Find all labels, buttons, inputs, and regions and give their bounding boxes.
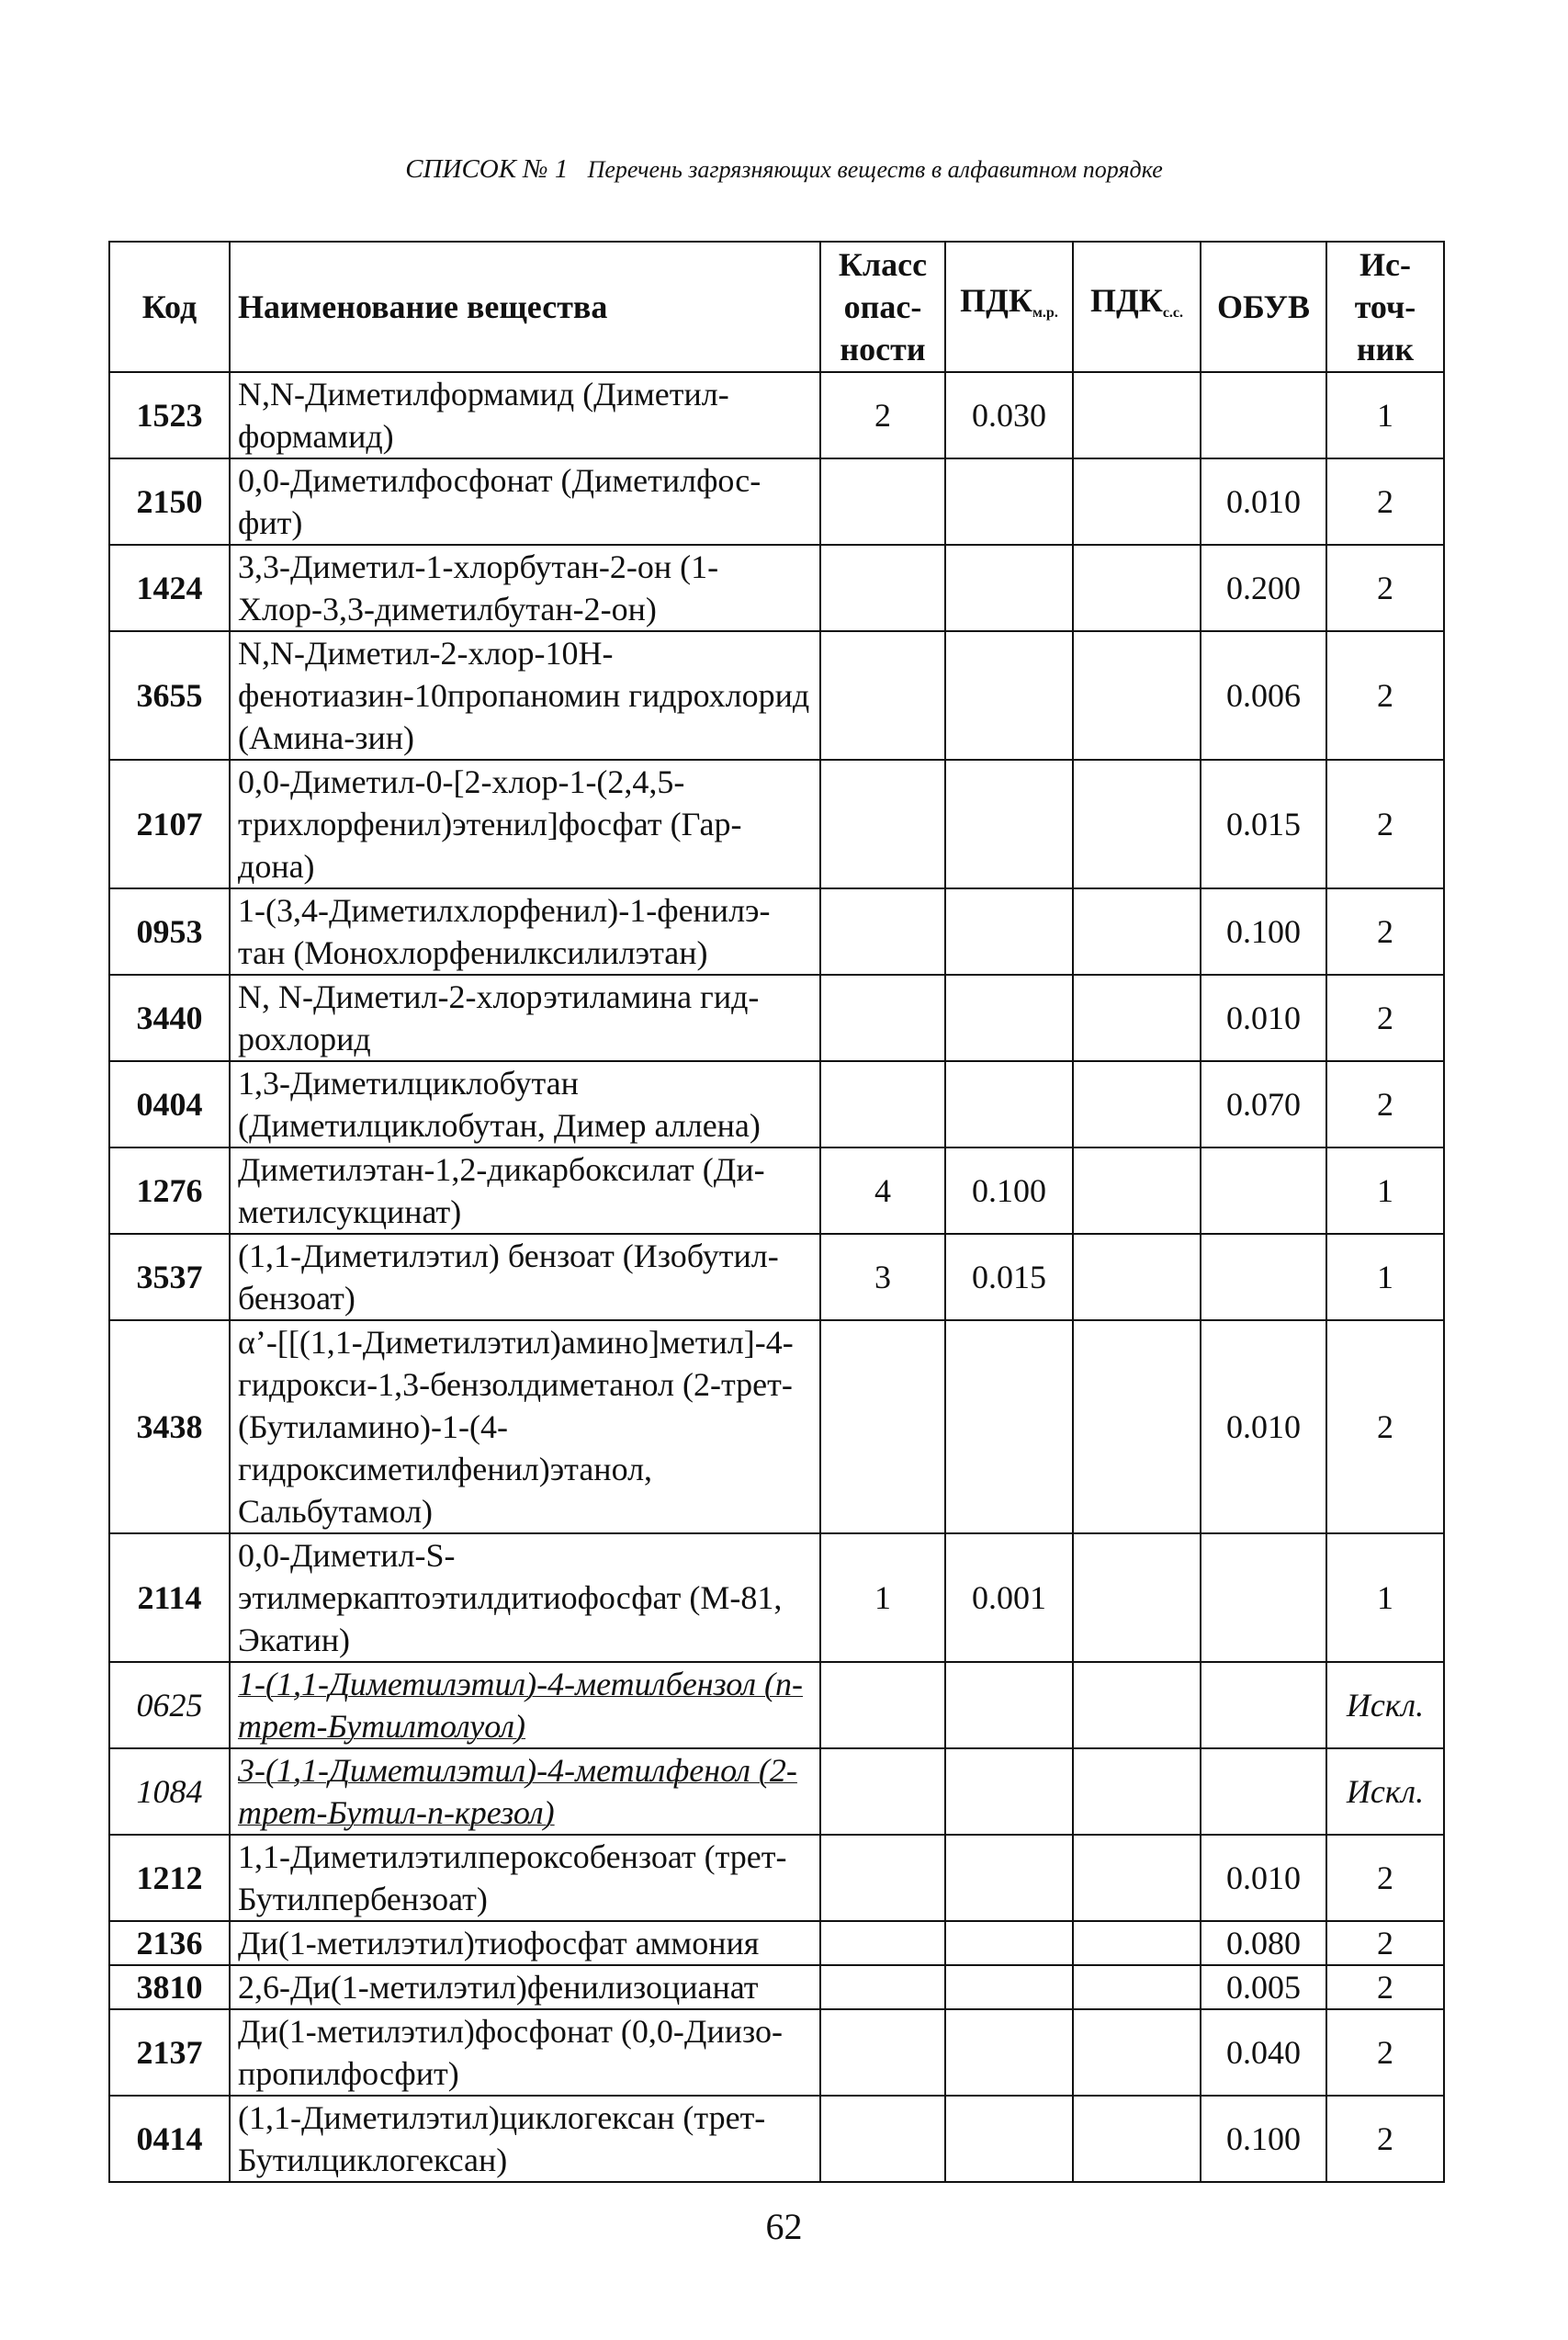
cell-obuv [1201,1748,1326,1835]
cell-source: 1 [1326,1147,1444,1234]
cell-code: 1424 [109,545,230,631]
cell-code: 3440 [109,975,230,1061]
cell-obuv [1201,1234,1326,1320]
cell-pdk-ss [1073,372,1201,458]
cell-name: (1,1-Диметилэтил)циклогексан (трет-Бутилциклогексан) [230,2096,820,2182]
cell-code: 0625 [109,1662,230,1748]
pdk-ss-label: ПДК [1089,282,1163,319]
cell-hazard-class [820,1965,945,2009]
cell-pdk-mr: 0.030 [945,372,1073,458]
cell-name: 3,3-Диметил-1-хлорбутан-2-он (1-Хлор-3,3-диметилбутан-2-он) [230,545,820,631]
cell-hazard-class [820,1320,945,1533]
cell-obuv: 0.010 [1201,458,1326,545]
column-header-pdk-mr [945,242,1073,372]
cell-pdk-mr: 0.100 [945,1147,1073,1234]
cell-hazard-class [820,1748,945,1835]
cell-source: 2 [1326,2009,1444,2096]
cell-hazard-class [820,2096,945,2182]
cell-pdk-mr [945,975,1073,1061]
cell-pdk-mr [945,888,1073,975]
column-header-code: Код [109,242,230,372]
cell-hazard-class [820,1835,945,1921]
cell-hazard-class [820,1921,945,1965]
cell-pdk-ss [1073,2096,1201,2182]
cell-hazard-class: 1 [820,1533,945,1662]
pdk-mr-label: ПДК [960,282,1033,319]
cell-source: 2 [1326,975,1444,1061]
cell-name: Ди(1-метилэтил)фосфонат (0,0-Диизо-пропилфосфит) [230,2009,820,2096]
table-row [109,760,1444,888]
pollutants-table [108,241,1445,2183]
cell-obuv: 0.005 [1201,1965,1326,2009]
table-row [109,1921,1444,1965]
table-row [109,458,1444,545]
cell-code: 3438 [109,1320,230,1533]
cell-hazard-class: 4 [820,1147,945,1234]
cell-name: 1,1-Диметилэтилпероксобензоат (трет-Бутилпербензоат) [230,1835,820,1921]
cell-code: 3537 [109,1234,230,1320]
cell-code: 2137 [109,2009,230,2096]
cell-pdk-ss [1073,631,1201,760]
cell-name: (1,1-Диметилэтил) бензоат (Изобутил-бензоат) [230,1234,820,1320]
cell-pdk-ss [1073,975,1201,1061]
cell-pdk-mr [945,1320,1073,1533]
cell-source: 1 [1326,372,1444,458]
list-subtitle: Перечень загрязняющих веществ в алфавитном порядке [587,156,1163,183]
table-row [109,975,1444,1061]
cell-pdk-mr [945,1662,1073,1748]
table-row [109,631,1444,760]
cell-obuv: 0.100 [1201,888,1326,975]
cell-code: 0953 [109,888,230,975]
cell-name: Диметилэтан-1,2-дикарбоксилат (Ди-метилсукцинат) [230,1147,820,1234]
cell-hazard-class [820,631,945,760]
pdk-ss-subscript: с.с. [1162,305,1184,321]
cell-pdk-ss [1073,1147,1201,1234]
cell-source: 2 [1326,2096,1444,2182]
cell-pdk-mr [945,2096,1073,2182]
cell-source: 2 [1326,545,1444,631]
table-row [109,1147,1444,1234]
cell-pdk-mr [945,760,1073,888]
table-header-row [109,242,1444,372]
cell-pdk-mr [945,2009,1073,2096]
cell-pdk-mr [945,631,1073,760]
cell-source: 2 [1326,1835,1444,1921]
cell-pdk-mr [945,1965,1073,2009]
cell-source: 2 [1326,760,1444,888]
table-row [109,1835,1444,1921]
cell-pdk-ss [1073,1234,1201,1320]
table-row [109,1061,1444,1147]
cell-obuv: 0.010 [1201,975,1326,1061]
cell-code: 3810 [109,1965,230,2009]
table-row [109,1662,1444,1748]
cell-pdk-mr [945,1748,1073,1835]
cell-hazard-class: 3 [820,1234,945,1320]
table-row [109,1748,1444,1835]
cell-source: 2 [1326,888,1444,975]
cell-obuv: 0.080 [1201,1921,1326,1965]
cell-source: 1 [1326,1533,1444,1662]
cell-obuv: 0.010 [1201,1835,1326,1921]
column-header-name: Наименование вещества [230,242,820,372]
cell-pdk-mr [945,545,1073,631]
cell-code: 2107 [109,760,230,888]
cell-hazard-class [820,975,945,1061]
cell-obuv [1201,1533,1326,1662]
page-number: 62 [765,2206,803,2247]
column-header-hazard-class: Класс опас- ности [820,242,945,372]
cell-name: 2,6-Ди(1-метилэтил)фенилизоцианат [230,1965,820,2009]
cell-code: 2114 [109,1533,230,1662]
cell-name: N,N-Диметил-2-хлор-10H-фенотиазин-10пропаномин гидрохлорид (Амина-зин) [230,631,820,760]
cell-name: 3-(1,1-Диметилэтил)-4-метилфенол (2-трет-Бутил-п-крезол) [230,1748,820,1835]
cell-obuv [1201,372,1326,458]
cell-code: 1276 [109,1147,230,1234]
table-row [109,545,1444,631]
cell-code: 3655 [109,631,230,760]
cell-code: 2150 [109,458,230,545]
table-body [109,372,1444,2182]
cell-name: N,N-Диметилформамид (Диметил-формамид) [230,372,820,458]
cell-source: 2 [1326,1061,1444,1147]
cell-pdk-ss [1073,1965,1201,2009]
table-row [109,2009,1444,2096]
cell-pdk-ss [1073,2009,1201,2096]
cell-hazard-class: 2 [820,372,945,458]
table-row [109,2096,1444,2182]
cell-hazard-class [820,1061,945,1147]
table-row [109,372,1444,458]
column-header-pdk-ss [1073,242,1201,372]
cell-code: 1523 [109,372,230,458]
list-label: СПИСОК № 1 [405,154,569,184]
cell-source: Искл. [1326,1662,1444,1748]
cell-pdk-ss [1073,1061,1201,1147]
cell-name: 1-(3,4-Диметилхлорфенил)-1-фенилэ-тан (Монохлорфенилксилилэтан) [230,888,820,975]
cell-obuv: 0.070 [1201,1061,1326,1147]
cell-source: 2 [1326,1965,1444,2009]
cell-hazard-class [820,458,945,545]
cell-obuv: 0.015 [1201,760,1326,888]
cell-hazard-class [820,888,945,975]
cell-obuv: 0.200 [1201,545,1326,631]
cell-name: 0,0-Диметил-S-этилмеркаптоэтилдитиофосфат (М-81, Экатин) [230,1533,820,1662]
cell-pdk-ss [1073,888,1201,975]
cell-source: 2 [1326,1921,1444,1965]
cell-code: 0404 [109,1061,230,1147]
cell-obuv [1201,1147,1326,1234]
column-header-obuv: ОБУВ [1201,242,1326,372]
cell-name: 0,0-Диметил-0-[2-хлор-1-(2,4,5-трихлорфенил)этенил]фосфат (Гар-дона) [230,760,820,888]
cell-pdk-ss [1073,1835,1201,1921]
cell-pdk-ss [1073,545,1201,631]
cell-pdk-ss [1073,1662,1201,1748]
table-row [109,888,1444,975]
pdk-mr-subscript: м.р. [1032,305,1058,321]
column-header-source: Ис- точ- ник [1326,242,1444,372]
cell-pdk-ss [1073,760,1201,888]
cell-pdk-mr: 0.015 [945,1234,1073,1320]
cell-pdk-ss [1073,1921,1201,1965]
cell-pdk-mr [945,1061,1073,1147]
cell-name: Ди(1-метилэтил)тиофосфат аммония [230,1921,820,1965]
cell-name: α’-[[(1,1-Диметилэтил)амино]метил]-4-гидрокси-1,3-бензолдиметанол (2-трет-(Бутиламино)-1-(4-гидроксиметилфенил)этанол, Сальбутамол) [230,1320,820,1533]
cell-obuv: 0.006 [1201,631,1326,760]
cell-obuv: 0.010 [1201,1320,1326,1533]
cell-source: Искл. [1326,1748,1444,1835]
cell-hazard-class [820,2009,945,2096]
cell-obuv: 0.040 [1201,2009,1326,2096]
cell-source: 2 [1326,1320,1444,1533]
cell-hazard-class [820,545,945,631]
cell-name: 1,3-Диметилциклобутан (Диметилциклобутан, Димер аллена) [230,1061,820,1147]
cell-pdk-ss [1073,1533,1201,1662]
table-row [109,1533,1444,1662]
cell-pdk-mr [945,458,1073,545]
cell-code: 2136 [109,1921,230,1965]
cell-obuv [1201,1662,1326,1748]
cell-hazard-class [820,1662,945,1748]
cell-pdk-ss [1073,1320,1201,1533]
table-row [109,1234,1444,1320]
page-heading [0,154,1568,185]
cell-obuv: 0.100 [1201,2096,1326,2182]
cell-name: N, N-Диметил-2-хлорэтиламина гид-рохлорид [230,975,820,1061]
cell-source: 1 [1326,1234,1444,1320]
cell-code: 1212 [109,1835,230,1921]
cell-pdk-ss [1073,458,1201,545]
cell-pdk-mr [945,1921,1073,1965]
table-row [109,1320,1444,1533]
table-row [109,1965,1444,2009]
cell-source: 2 [1326,631,1444,760]
cell-code: 0414 [109,2096,230,2182]
cell-pdk-ss [1073,1748,1201,1835]
cell-source: 2 [1326,458,1444,545]
cell-pdk-mr: 0.001 [945,1533,1073,1662]
cell-pdk-mr [945,1835,1073,1921]
cell-name: 1-(1,1-Диметилэтил)-4-метилбензол (п-трет-Бутилтолуол) [230,1662,820,1748]
cell-name: 0,0-Диметилфосфонат (Диметилфос-фит) [230,458,820,545]
cell-hazard-class [820,760,945,888]
cell-code: 1084 [109,1748,230,1835]
